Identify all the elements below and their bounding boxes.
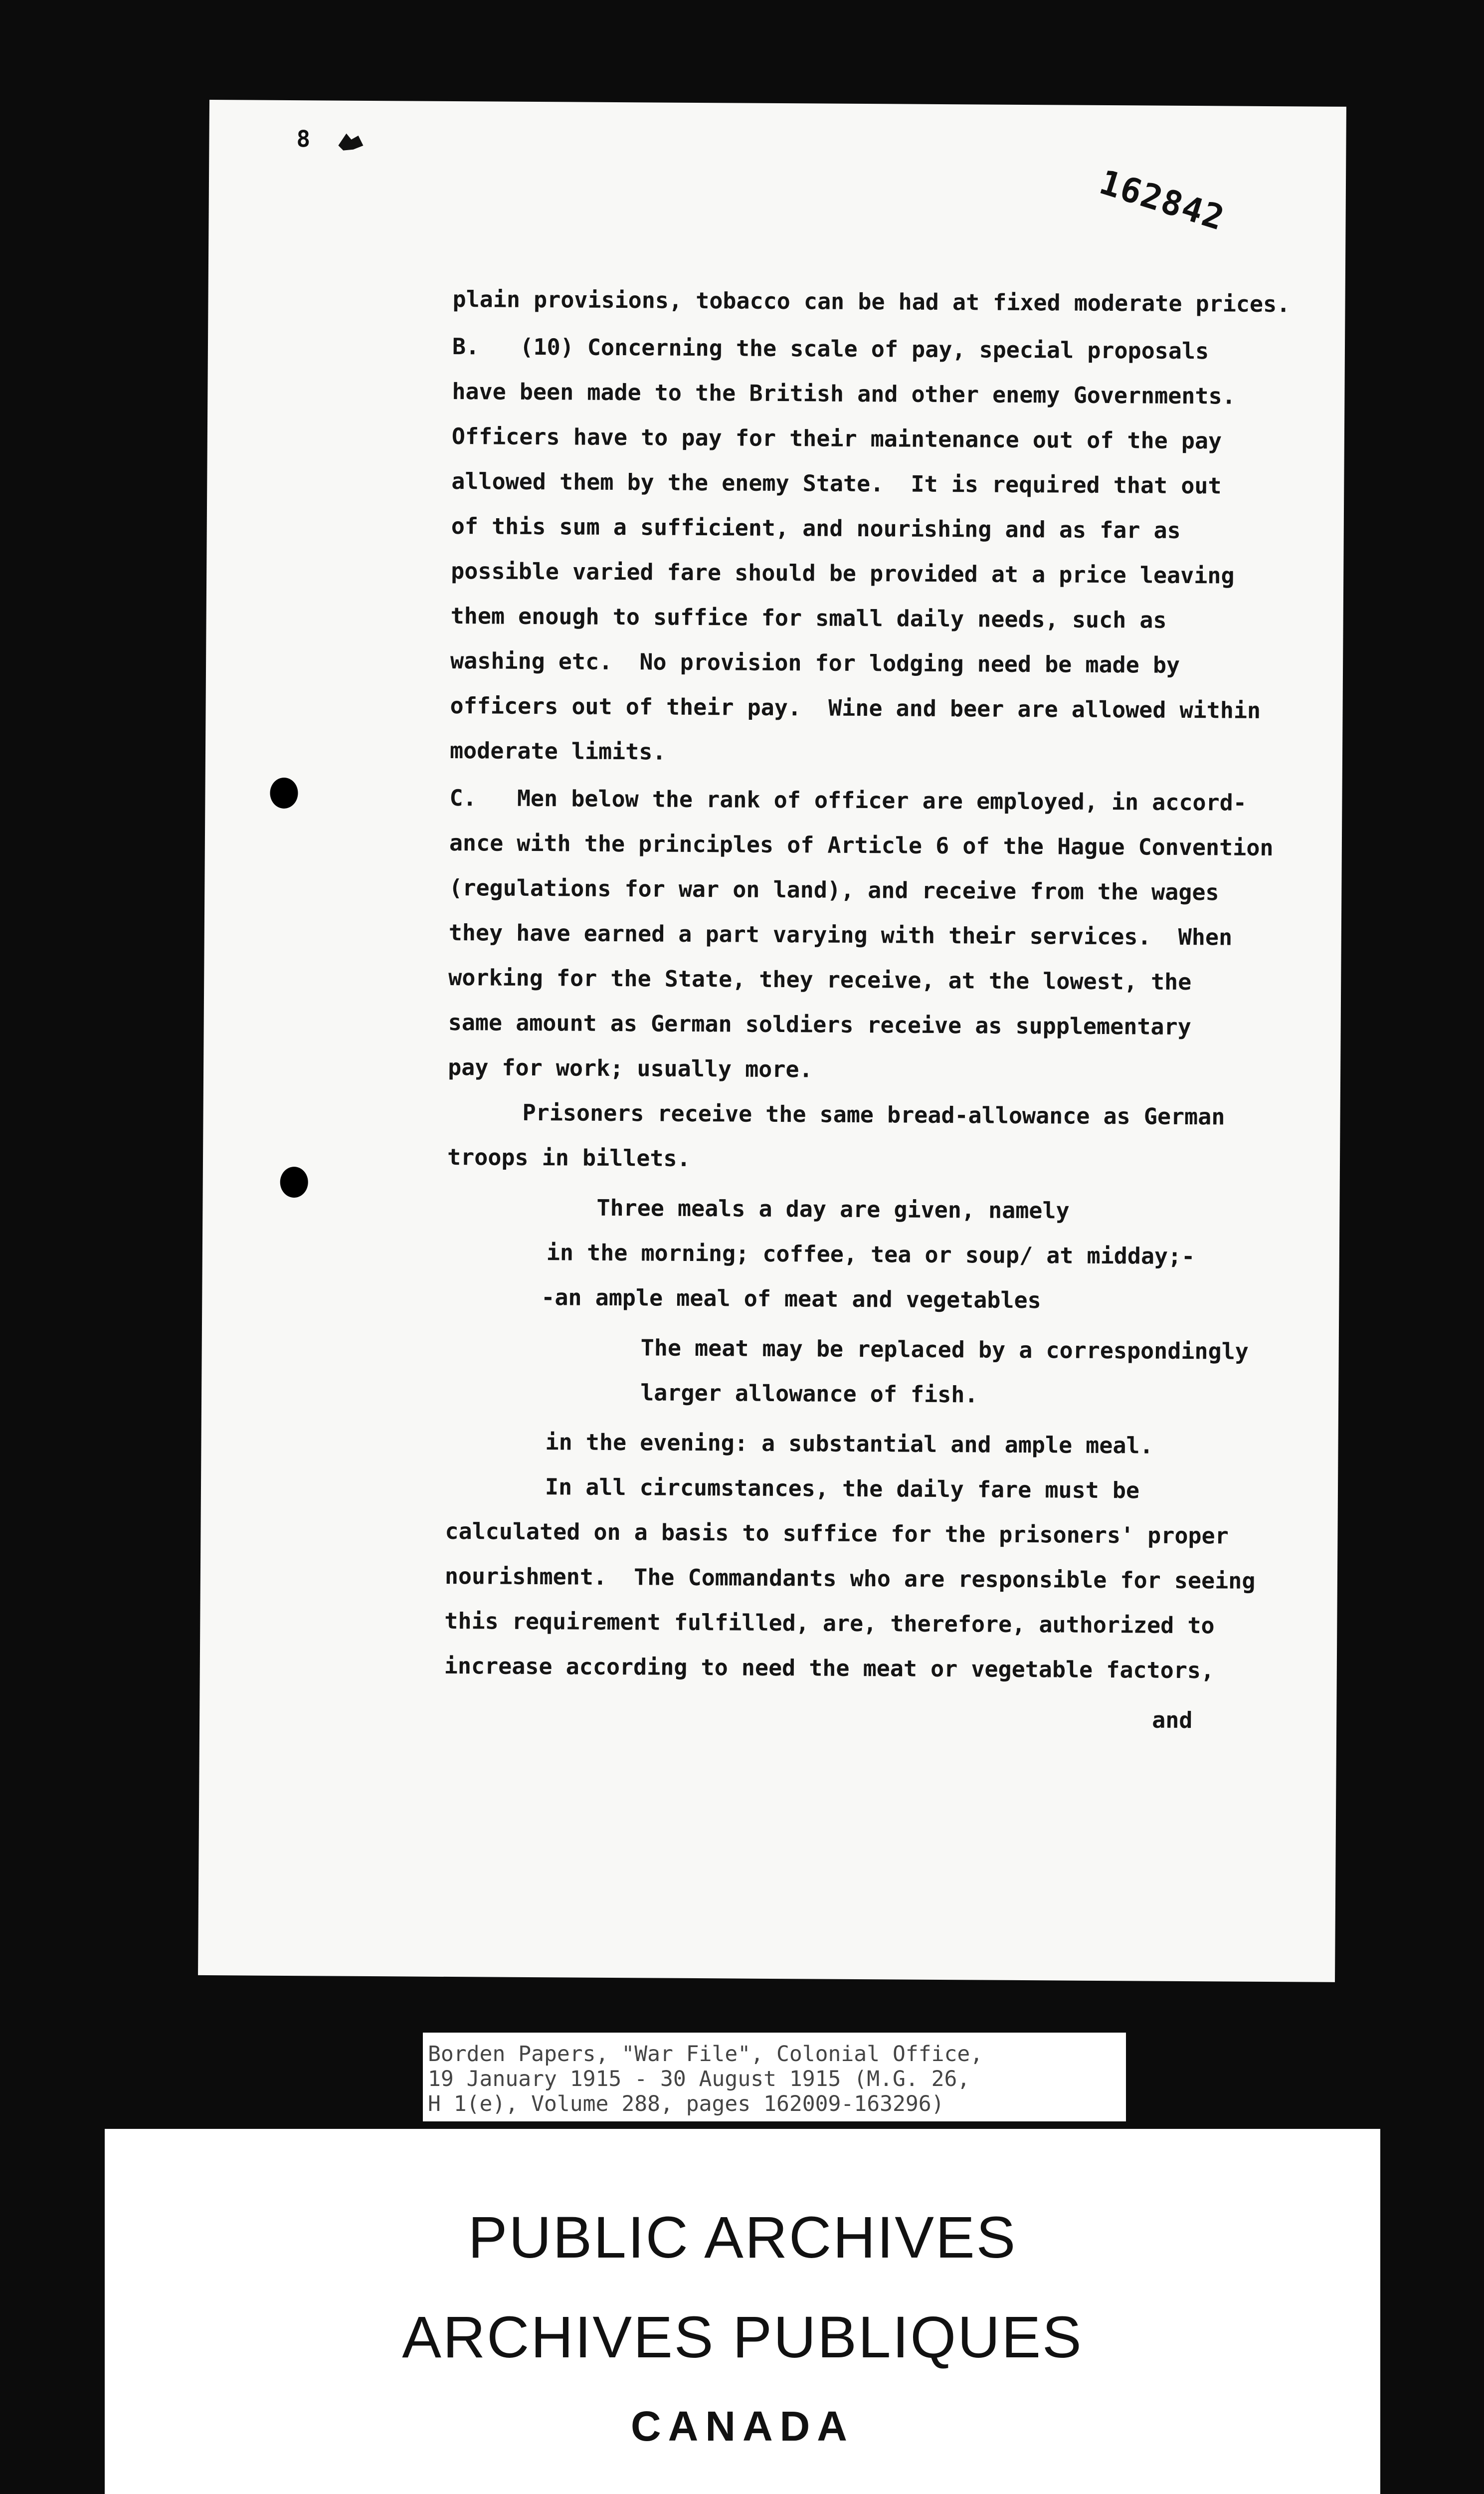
- text-line: Prisoners receive the same bread-allowance as German: [522, 1099, 1225, 1130]
- archive-country: CANADA: [631, 2403, 854, 2450]
- text-line: Officers have to pay for their maintenance out of the pay: [451, 422, 1222, 454]
- archive-title-en: PUBLIC ARCHIVES: [468, 2205, 1017, 2271]
- text-line: this requirement fulfilled, are, therefore, authorized to: [444, 1607, 1215, 1639]
- text-line: allowed them by the enemy State. It is required that out: [451, 467, 1222, 499]
- text-line: of this sum a sufficient, and nourishing and as far as: [451, 512, 1181, 544]
- text-line: calculated on a basis to suffice for the prisoners' proper: [445, 1517, 1229, 1549]
- citation-line: Borden Papers, "War File", Colonial Office,: [428, 2042, 983, 2067]
- citation-label: [423, 2033, 1126, 2121]
- text-line: moderate limits.: [449, 737, 666, 765]
- text-line: In all circumstances, the daily fare must be: [545, 1473, 1140, 1504]
- text-line: have been made to the British and other enemy Governments.: [452, 378, 1236, 410]
- text-line: in the evening: a substantial and ample meal.: [545, 1429, 1153, 1459]
- text-line: washing etc. No provision for lodging need be made by: [450, 647, 1180, 678]
- typed-text: [204, 100, 1346, 1734]
- text-line: same amount as German soldiers receive as supplementary: [448, 1009, 1191, 1040]
- text-line: they have earned a part varying with their services. When: [448, 919, 1233, 951]
- text-line: officers out of their pay. Wine and beer are allowed within: [450, 692, 1261, 724]
- text-line: The meat may be replaced by a correspondingly: [640, 1334, 1249, 1365]
- archive-title-fr: ARCHIVES PUBLIQUES: [402, 2304, 1083, 2370]
- text-line: in the morning; coffee, tea or soup/ at midday;-: [546, 1239, 1195, 1270]
- text-line: ance with the principles of Article 6 of the Hague Convention: [449, 829, 1274, 861]
- text-line: -an ample meal of meat and vegetables: [541, 1284, 1041, 1314]
- document-page: [198, 100, 1346, 1982]
- punch-hole: [280, 1167, 308, 1198]
- document-id: 162842: [1095, 162, 1230, 239]
- text-line: them enough to suffice for small daily needs, such as: [450, 602, 1167, 633]
- text-line: possible varied fare should be provided at a price leaving: [451, 557, 1235, 589]
- text-line: pay for work; usually more.: [447, 1053, 813, 1083]
- page-number: 8: [296, 125, 311, 153]
- text-line: nourishment. The Commandants who are responsible for seeing: [444, 1562, 1256, 1594]
- citation-line: H 1(e), Volume 288, pages 162009-163296): [428, 2091, 944, 2116]
- text-line: B. (10) Concerning the scale of pay, special proposals: [452, 333, 1209, 365]
- citation-line: 19 January 1915 - 30 August 1915 (M.G. 26,: [428, 2067, 970, 2091]
- text-line: working for the State, they receive, at the lowest, the: [448, 964, 1192, 996]
- text-line: plain provisions, tobacco can be had at fixed moderate prices.: [452, 285, 1291, 318]
- text-line: increase according to need the meat or vegetable factors,: [444, 1652, 1215, 1684]
- text-line: (regulations for war on land), and receive from the wages: [449, 874, 1219, 906]
- text-line: Three meals a day are given, namely: [596, 1194, 1070, 1224]
- text-line: larger allowance of fish.: [640, 1379, 978, 1408]
- text-line: and: [1152, 1706, 1193, 1734]
- text-line: C. Men below the rank of officer are employed, in accord-: [449, 784, 1247, 816]
- archive-stamp: [105, 2129, 1380, 2494]
- text-line: troops in billets.: [447, 1143, 691, 1172]
